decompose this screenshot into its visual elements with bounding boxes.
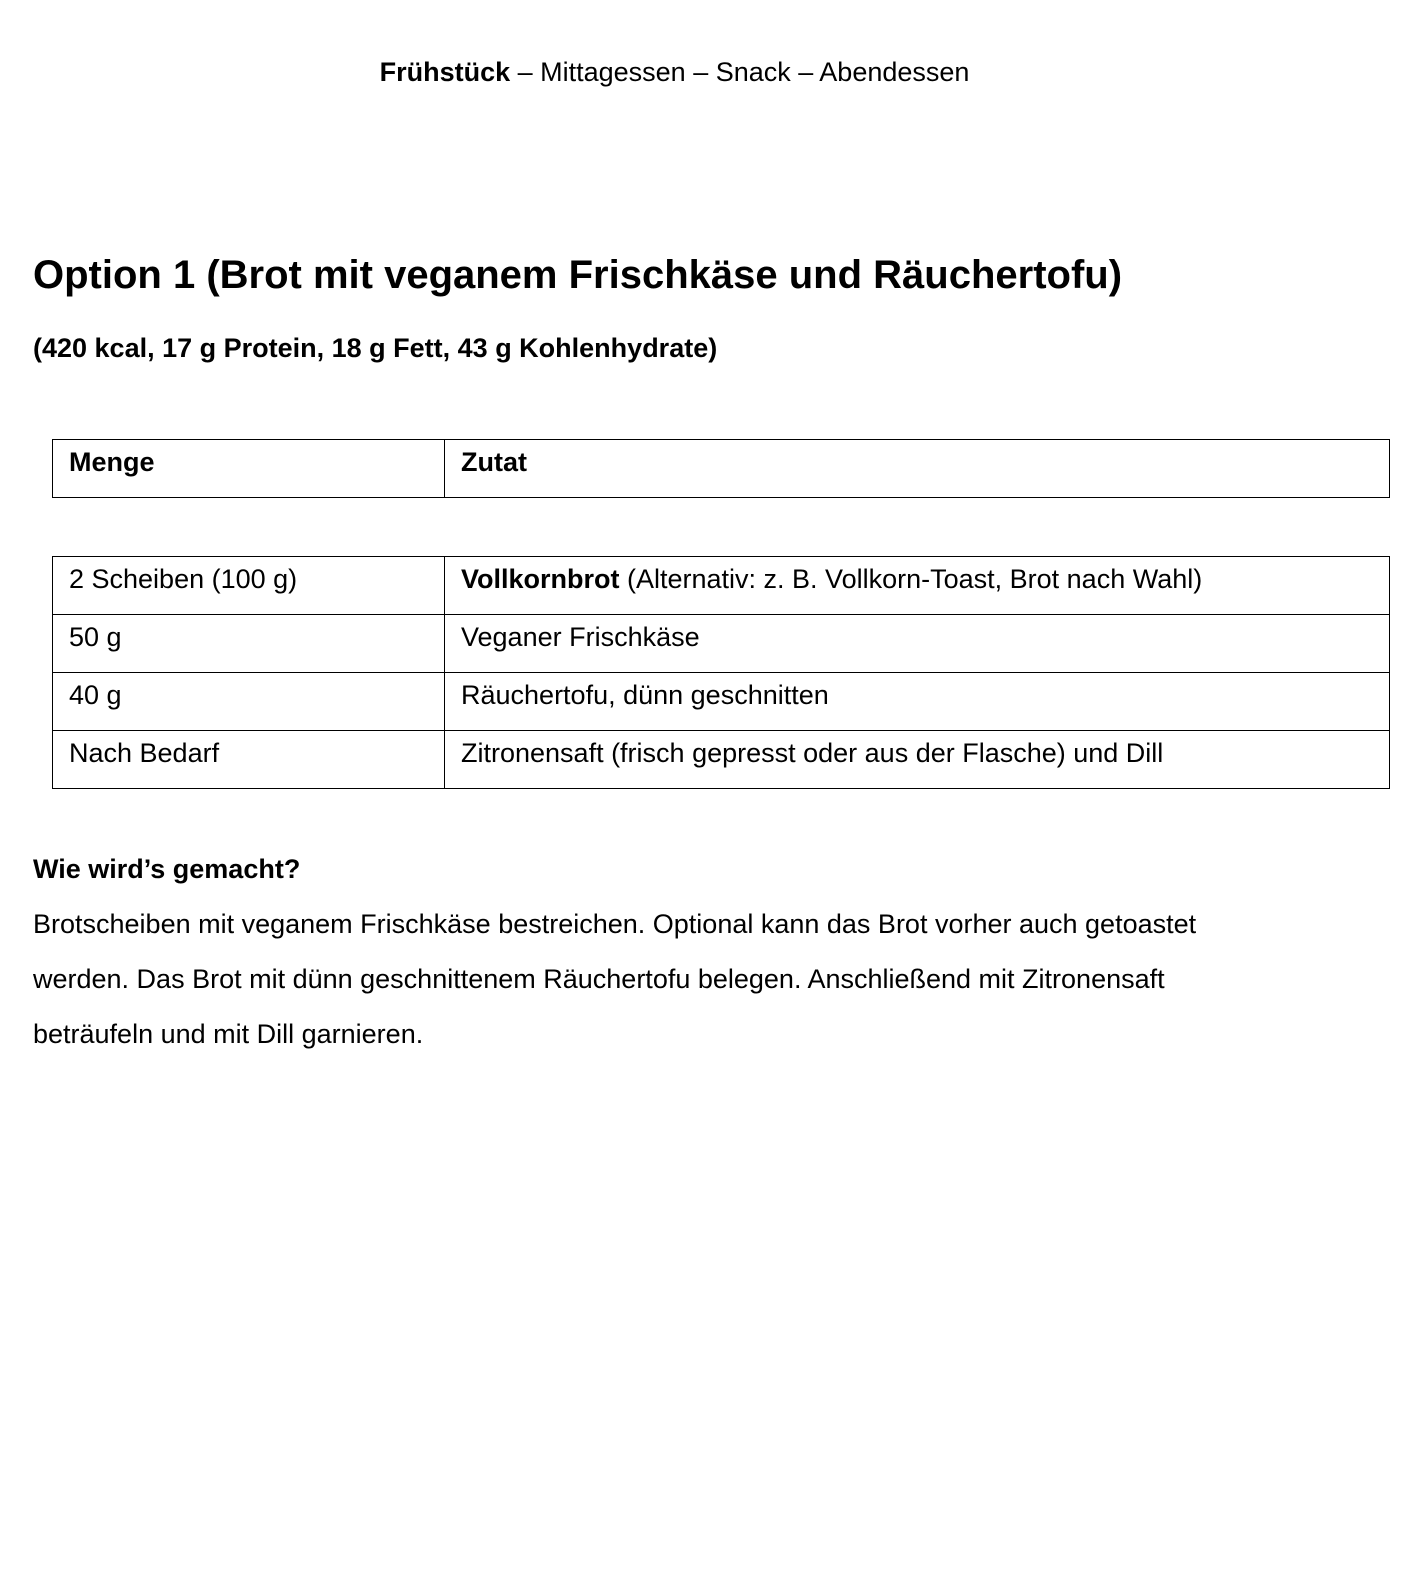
ingredients-table	[52, 556, 1390, 789]
header-amount: Menge	[53, 440, 445, 498]
table-row	[53, 615, 1390, 673]
ingredients-header-table	[52, 439, 1390, 498]
ingredient-cell: Räuchertofu, dünn geschnitten	[445, 673, 1390, 731]
nutrition-summary: (420 kcal, 17 g Protein, 18 g Fett, 43 g Kohlenhydrate)	[33, 333, 718, 363]
table-row	[53, 731, 1390, 789]
table-row	[53, 557, 1390, 615]
amount-cell: 40 g	[53, 673, 445, 731]
amount-cell: 2 Scheiben (100 g)	[53, 557, 445, 615]
header-ingredient: Zutat	[445, 440, 1390, 498]
table-header-row	[53, 440, 1390, 498]
ingredient-cell	[445, 557, 1390, 615]
meal-navigation	[0, 52, 1349, 92]
ingredient-cell: Veganer Frischkäse	[445, 615, 1390, 673]
meal-nav-rest: – Mittagessen – Snack – Abendessen	[510, 57, 970, 87]
table-row	[53, 673, 1390, 731]
amount-cell: Nach Bedarf	[53, 731, 445, 789]
ingredient-name-bold: Vollkornbrot	[461, 564, 620, 594]
ingredient-cell: Zitronensaft (frisch gepresst oder aus der Flasche) und Dill	[445, 731, 1390, 789]
amount-cell: 50 g	[53, 615, 445, 673]
method-heading: Wie wird’s gemacht?	[33, 854, 301, 884]
option-title: Option 1 (Brot mit veganem Frischkäse und Räuchertofu)	[33, 253, 1123, 297]
ingredient-note: (Alternativ: z. B. Vollkorn-Toast, Brot nach Wahl)	[619, 564, 1203, 594]
meal-nav-active: Frühstück	[379, 57, 511, 87]
method-text: Brotscheiben mit veganem Frischkäse bestreichen. Optional kann das Brot vorher auch getoastet werden. Das Brot mit dünn geschnittenem Räuchertofu belegen. Anschließend mit Zitronensaft beträufeln und mit Dill garnieren.	[33, 909, 1197, 1049]
